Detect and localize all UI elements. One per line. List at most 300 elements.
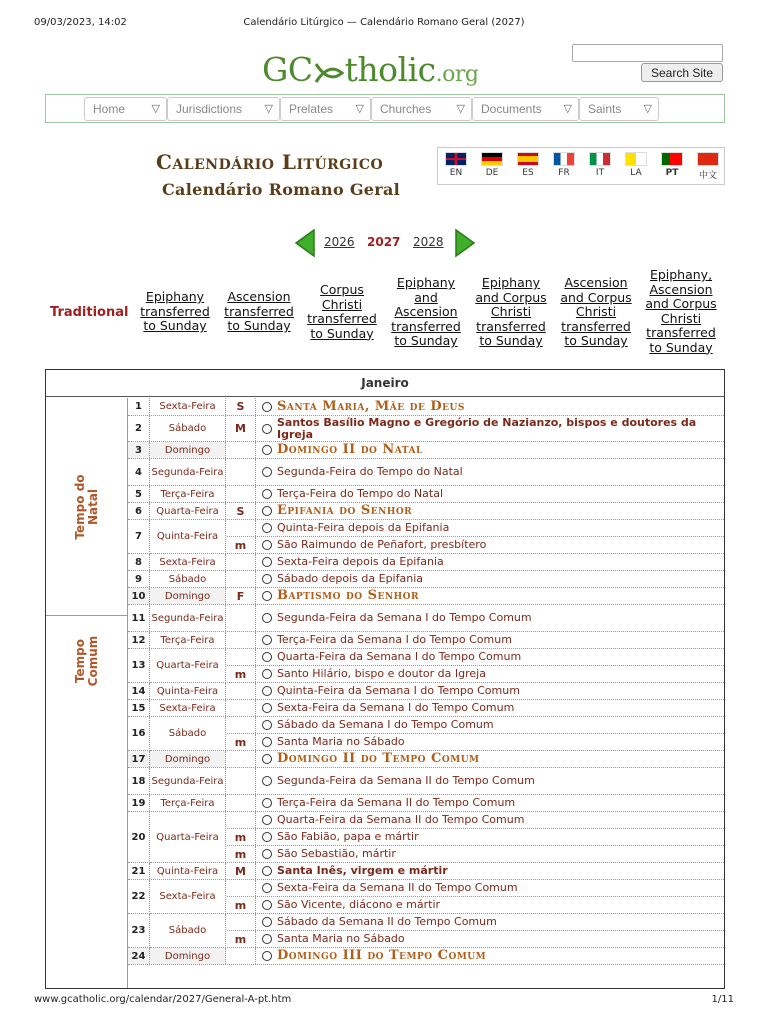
radio-circle-icon[interactable]	[262, 467, 272, 477]
celebration-rank: S	[226, 398, 256, 415]
celebration[interactable]	[256, 398, 724, 415]
celebration-rank	[226, 571, 256, 587]
variant-line: transferred	[224, 303, 294, 319]
nav-prelates[interactable]	[280, 97, 371, 121]
day-number: 23	[128, 914, 150, 948]
celebration[interactable]	[256, 768, 724, 794]
celebration-name: Segunda-Feira da Semana II do Tempo Comum	[277, 774, 535, 787]
celebration-rank	[226, 554, 256, 570]
celebration[interactable]	[256, 897, 724, 913]
lang-code: LA	[630, 168, 642, 178]
celebration-name: Epifania do Senhor	[277, 503, 413, 518]
print-title: Calendário Litúrgico — Calendário Romano Geral (2027)	[243, 17, 525, 28]
weekday: Segunda-Feira	[150, 605, 226, 631]
celebration-name: Santa Maria no Sábado	[277, 932, 405, 945]
celebration[interactable]	[256, 416, 724, 441]
day-number: 9	[128, 571, 150, 587]
celebration[interactable]	[256, 605, 724, 631]
lang-pt[interactable]	[657, 151, 687, 183]
logo-suffix: tholic	[344, 50, 436, 89]
lang-en[interactable]	[441, 151, 471, 183]
calendar-row	[128, 914, 724, 936]
nav-home[interactable]	[84, 97, 167, 121]
celebration-name: Baptismo do Senhor	[277, 588, 419, 603]
calendar-row	[128, 683, 724, 700]
weekday: Segunda-Feira	[150, 768, 226, 794]
radio-circle-icon[interactable]	[262, 832, 272, 842]
weekday: Domingo	[150, 588, 226, 604]
celebration[interactable]	[256, 751, 724, 767]
variant-line: transferred	[307, 311, 377, 326]
variant-corpus-sunday[interactable]	[303, 283, 381, 341]
radio-circle-icon[interactable]	[262, 815, 272, 825]
celebration-name: Segunda-Feira da Semana I do Tempo Comum	[277, 611, 532, 624]
celebration-name: Domingo II do Natal	[277, 442, 423, 457]
weekday: Quarta-Feira	[150, 649, 226, 683]
celebration-name: Quarta-Feira da Semana I do Tempo Comum	[277, 650, 522, 663]
radio-circle-icon[interactable]	[262, 424, 272, 434]
celebration[interactable]	[256, 700, 724, 716]
lang-code: ES	[522, 168, 534, 178]
italy-flag-icon	[589, 152, 611, 166]
celebration-name: Santa Maria, Mãe de Deus	[277, 398, 465, 414]
radio-circle-icon[interactable]	[262, 540, 272, 550]
print-datetime: 09/03/2023, 14:02	[34, 17, 127, 28]
variant-line: transferred	[561, 318, 631, 334]
page-title: Calendário Litúrgico	[156, 150, 384, 174]
search-input[interactable]	[572, 44, 723, 62]
nav-saints[interactable]	[579, 97, 659, 121]
variant-ascension-corpus-sunday[interactable]	[555, 276, 637, 349]
weekday: Quinta-Feira	[150, 520, 226, 554]
radio-circle-icon[interactable]	[262, 934, 272, 944]
day-number: 22	[128, 880, 150, 914]
variant-line: Christi	[490, 304, 532, 319]
celebration-rank	[226, 442, 256, 458]
variant-epiphany-sunday[interactable]	[136, 290, 214, 334]
celebration[interactable]	[256, 734, 724, 750]
celebration-rank: F	[226, 588, 256, 604]
nav-documents-label: Documents	[481, 102, 542, 116]
calendar-row	[128, 751, 724, 768]
celebration[interactable]	[256, 863, 724, 879]
nav-documents[interactable]	[472, 97, 579, 121]
celebration[interactable]	[256, 442, 724, 458]
calendar-row	[128, 649, 724, 671]
radio-circle-icon[interactable]	[262, 737, 272, 747]
celebration-rank	[226, 605, 256, 631]
day-number: 1	[128, 398, 150, 415]
variant-epiphany-ascension-sunday[interactable]	[387, 276, 465, 349]
radio-circle-icon[interactable]	[262, 445, 272, 455]
radio-circle-icon[interactable]	[262, 489, 272, 499]
radio-circle-icon[interactable]	[262, 776, 272, 786]
calendar-variants	[0, 268, 768, 358]
celebration-rank	[226, 795, 256, 811]
next-year-arrow-icon[interactable]	[454, 228, 476, 262]
celebration-rank	[226, 486, 256, 502]
celebration[interactable]	[256, 880, 724, 896]
variant-line: transferred	[646, 325, 716, 340]
celebration-rank	[226, 649, 256, 665]
germany-flag-icon	[481, 152, 503, 166]
celebration-rank	[226, 459, 256, 485]
calendar-table	[45, 369, 725, 989]
celebration[interactable]	[256, 931, 724, 947]
celebration-name: Sexta-Feira da Semana II do Tempo Comum	[277, 881, 518, 894]
variant-line: Ascension	[394, 304, 458, 319]
chevron-down-icon: ▽	[456, 103, 465, 115]
radio-circle-icon[interactable]	[262, 686, 272, 696]
day-number: 7	[128, 520, 150, 554]
radio-circle-icon[interactable]	[262, 720, 272, 730]
celebration[interactable]	[256, 554, 724, 570]
radio-circle-icon[interactable]	[262, 506, 272, 516]
celebration-name: Domingo III do Tempo Comum	[277, 948, 487, 963]
celebration-name: Santa Maria no Sábado	[277, 735, 405, 748]
weekday: Segunda-Feira	[150, 459, 226, 485]
calendar-row	[128, 700, 724, 717]
celebration[interactable]	[256, 649, 724, 665]
celebration[interactable]	[256, 914, 724, 930]
day-number: 2	[128, 416, 150, 441]
celebration-name: Quinta-Feira da Semana I do Tempo Comum	[277, 684, 520, 697]
portugal-flag-icon	[661, 152, 683, 166]
celebration-rank: S	[226, 503, 256, 519]
nav-home-label: Home	[93, 102, 126, 116]
radio-circle-icon[interactable]	[262, 669, 272, 679]
celebration[interactable]	[256, 588, 724, 604]
calendar-row	[128, 768, 724, 795]
variant-line: Christi	[575, 304, 617, 319]
calendar-row	[128, 863, 724, 880]
day-number: 19	[128, 795, 150, 811]
variant-line: Ascension	[649, 281, 713, 297]
celebration-name: Sábado depois da Epifania	[277, 572, 423, 585]
day-number: 11	[128, 605, 150, 631]
celebration-name: Santa Inês, virgem e mártir	[277, 864, 448, 877]
celebration-rank	[226, 632, 256, 648]
radio-circle-icon[interactable]	[262, 574, 272, 584]
variant-line: transferred	[140, 303, 210, 319]
variant-line: Ascension	[564, 275, 628, 290]
celebration-name: Sexta-Feira depois da Epifania	[277, 555, 444, 568]
celebration[interactable]	[256, 846, 724, 862]
celebration-rank	[226, 768, 256, 794]
celebration-name: Sexta-Feira da Semana I do Tempo Comum	[277, 701, 515, 714]
day-number: 4	[128, 459, 150, 485]
lang-la[interactable]	[621, 151, 651, 183]
celebration-name: Terça-Feira da Semana I do Tempo Comum	[277, 633, 512, 646]
celebration-rank	[226, 812, 256, 828]
print-footer	[0, 994, 768, 1006]
chevron-down-icon: ▽	[264, 103, 273, 115]
chevron-down-icon: ▽	[563, 103, 572, 115]
calendar-row	[128, 795, 724, 812]
france-flag-icon	[553, 152, 575, 166]
radio-circle-icon[interactable]	[262, 402, 272, 412]
day-number: 15	[128, 700, 150, 716]
ichthys-fish-icon	[314, 53, 344, 92]
celebration-name: Sábado da Semana II do Tempo Comum	[277, 915, 497, 928]
radio-circle-icon[interactable]	[262, 652, 272, 662]
weekday: Sábado	[150, 416, 226, 441]
radio-circle-icon[interactable]	[262, 798, 272, 808]
celebration[interactable]	[256, 948, 724, 964]
celebration-name: Terça-Feira da Semana II do Tempo Comum	[277, 796, 516, 809]
calendar-row	[128, 459, 724, 486]
nav-churches[interactable]	[371, 97, 472, 121]
lang-code: EN	[449, 168, 463, 178]
celebration-name: São Sebastião, mártir	[277, 847, 396, 860]
radio-circle-icon[interactable]	[262, 703, 272, 713]
variant-traditional: Traditional	[50, 305, 129, 320]
site-logo[interactable]	[262, 50, 478, 90]
celebration-rank	[226, 948, 256, 964]
celebration-rank: m	[226, 537, 256, 553]
nav-saints-label: Saints	[588, 102, 622, 116]
lang-es[interactable]	[513, 151, 543, 183]
china-flag-icon	[697, 152, 719, 166]
print-url: www.gcatholic.org/calendar/2027/General-A-pt.htm	[34, 994, 292, 1005]
vatican-flag-icon	[625, 152, 647, 166]
day-number: 17	[128, 751, 150, 767]
variant-line: and Corpus	[645, 296, 717, 311]
lang-fr[interactable]	[549, 151, 579, 183]
calendar-row	[128, 486, 724, 503]
radio-circle-icon[interactable]	[262, 523, 272, 533]
radio-circle-icon[interactable]	[262, 951, 272, 961]
celebration-name: Terça-Feira do Tempo do Natal	[277, 487, 444, 500]
season-label: Tempo do Natal	[72, 473, 100, 540]
day-number: 18	[128, 768, 150, 794]
variant-line: Epiphany	[481, 275, 541, 290]
radio-circle-icon[interactable]	[262, 635, 272, 645]
weekday: Domingo	[150, 751, 226, 767]
weekday: Sábado	[150, 571, 226, 587]
nav-jurisdictions-label: Jurisdictions	[176, 102, 243, 116]
celebration[interactable]	[256, 520, 724, 536]
celebration[interactable]	[256, 795, 724, 811]
season-christmas	[46, 398, 128, 616]
celebration-rank: m	[226, 897, 256, 913]
logo-prefix: GC	[262, 50, 313, 89]
celebration-rank: M	[226, 416, 256, 441]
variant-line: to Sunday	[649, 339, 713, 355]
celebration-rank: m	[226, 931, 256, 947]
month-header: Janeiro	[46, 370, 724, 397]
celebration-name: Segunda-Feira do Tempo do Natal	[277, 465, 463, 478]
celebration[interactable]	[256, 812, 724, 828]
main-nav	[45, 94, 725, 123]
season-label: Tempo Comum	[72, 635, 100, 687]
chevron-down-icon: ▽	[643, 103, 652, 115]
celebration-name: Sábado da Semana I do Tempo Comum	[277, 718, 494, 731]
variant-line: transferred	[476, 318, 546, 334]
calendar-row	[128, 588, 724, 605]
weekday: Sexta-Feira	[150, 398, 226, 415]
variant-epiphany-ascension-corpus-sunday[interactable]	[641, 268, 721, 355]
celebration-rank	[226, 751, 256, 767]
nav-prelates-label: Prelates	[289, 102, 334, 116]
page-subtitle: Calendário Romano Geral	[162, 180, 401, 199]
chevron-down-icon: ▽	[355, 103, 364, 115]
variant-line: and	[414, 289, 438, 305]
celebration-rank: M	[226, 863, 256, 879]
prev-year-link[interactable]: 2026	[324, 235, 355, 249]
variant-line: to Sunday	[479, 333, 543, 348]
nav-churches-label: Churches	[380, 102, 432, 116]
next-year-link[interactable]: 2028	[413, 235, 444, 249]
day-number: 10	[128, 588, 150, 604]
celebration-name: Santo Hilário, bispo e doutor da Igreja	[277, 667, 486, 680]
prev-year-arrow-icon[interactable]	[294, 228, 316, 262]
variant-line: Epiphany	[396, 275, 456, 290]
celebration-rank	[226, 520, 256, 536]
celebration[interactable]	[256, 717, 724, 733]
celebration-rank	[226, 683, 256, 699]
calendar-row	[128, 442, 724, 459]
celebration[interactable]	[256, 829, 724, 845]
weekday: Domingo	[150, 948, 226, 964]
day-number: 14	[128, 683, 150, 699]
print-header	[0, 17, 768, 29]
weekday: Quarta-Feira	[150, 812, 226, 863]
celebration[interactable]	[256, 537, 724, 553]
calendar-row	[128, 948, 724, 965]
lang-code: IT	[595, 168, 605, 178]
radio-circle-icon[interactable]	[262, 883, 272, 893]
celebration[interactable]	[256, 683, 724, 699]
celebration[interactable]	[256, 632, 724, 648]
weekday: Sexta-Feira	[150, 880, 226, 914]
celebration-rank: m	[226, 846, 256, 862]
celebration-rank: m	[226, 829, 256, 845]
weekday: Terça-Feira	[150, 795, 226, 811]
calendar-row	[128, 880, 724, 902]
weekday: Quarta-Feira	[150, 503, 226, 519]
variant-line: and Corpus	[475, 289, 547, 305]
day-number: 24	[128, 948, 150, 964]
calendar-row	[128, 632, 724, 649]
variant-line: Ascension	[227, 289, 291, 304]
variant-line: and Corpus	[560, 289, 632, 305]
variant-line: to Sunday	[227, 318, 291, 333]
variant-line: to Sunday	[564, 333, 628, 348]
celebration-name: Quinta-Feira depois da Epifania	[277, 521, 450, 534]
calendar-row	[128, 398, 724, 416]
day-number: 3	[128, 442, 150, 458]
variant-line: to Sunday	[394, 333, 458, 348]
lang-it[interactable]	[585, 151, 615, 183]
calendar-row	[128, 416, 724, 442]
celebration[interactable]	[256, 486, 724, 502]
calendar-row	[128, 520, 724, 542]
lang-code: 中文	[698, 171, 717, 181]
lang-code: FR	[558, 168, 570, 178]
day-number: 5	[128, 486, 150, 502]
variant-line: Epiphany	[145, 289, 205, 304]
celebration-name: São Vicente, diácono e mártir	[277, 898, 441, 911]
radio-circle-icon[interactable]	[262, 900, 272, 910]
variant-epiphany-corpus-sunday[interactable]	[471, 276, 551, 349]
celebration[interactable]	[256, 503, 724, 519]
uk-flag-icon	[445, 152, 467, 166]
radio-circle-icon[interactable]	[262, 866, 272, 876]
variant-line: Christi	[660, 310, 702, 326]
calendar-row	[128, 554, 724, 571]
lang-zh[interactable]	[693, 151, 723, 183]
weekday: Quinta-Feira	[150, 863, 226, 879]
chevron-down-icon: ▽	[151, 103, 160, 115]
day-number: 21	[128, 863, 150, 879]
celebration-rank	[226, 717, 256, 733]
celebration-name: Quarta-Feira da Semana II do Tempo Comum	[277, 813, 525, 826]
calendar-row	[128, 605, 724, 632]
variant-line: to Sunday	[143, 318, 207, 333]
celebration-name: São Fabião, papa e mártir	[277, 830, 419, 843]
weekday: Sábado	[150, 717, 226, 751]
calendar-row	[128, 503, 724, 520]
search-button[interactable]: Search Site	[641, 63, 723, 82]
variant-line: Epiphany,	[649, 267, 713, 282]
day-number: 13	[128, 649, 150, 683]
celebration-name: Santos Basílio Magno e Gregório de Nazianzo, bispos e doutores da Igreja	[277, 415, 697, 441]
calendar-row	[128, 571, 724, 588]
weekday: Sexta-Feira	[150, 554, 226, 570]
radio-circle-icon[interactable]	[262, 849, 272, 859]
celebration[interactable]	[256, 666, 724, 682]
lang-de[interactable]	[477, 151, 507, 183]
radio-circle-icon[interactable]	[262, 917, 272, 927]
celebration-rank: m	[226, 666, 256, 682]
weekday: Terça-Feira	[150, 632, 226, 648]
celebration-rank	[226, 700, 256, 716]
radio-circle-icon[interactable]	[262, 591, 272, 601]
day-number: 20	[128, 812, 150, 863]
season-ordinary	[46, 616, 128, 989]
radio-circle-icon[interactable]	[262, 557, 272, 567]
celebration-rank	[226, 914, 256, 930]
radio-circle-icon[interactable]	[262, 754, 272, 764]
day-number: 16	[128, 717, 150, 751]
weekday: Sexta-Feira	[150, 700, 226, 716]
variant-line: Christi	[321, 296, 363, 312]
celebration-name: São Raimundo de Peñafort, presbítero	[277, 538, 487, 551]
variant-line: Corpus	[320, 282, 364, 297]
lang-code: DE	[485, 168, 499, 178]
variant-line: to Sunday	[310, 325, 374, 341]
celebration[interactable]	[256, 459, 724, 485]
weekday: Domingo	[150, 442, 226, 458]
day-number: 6	[128, 503, 150, 519]
calendar-row	[128, 717, 724, 739]
language-selector	[437, 147, 725, 185]
weekday: Sábado	[150, 914, 226, 948]
radio-circle-icon[interactable]	[262, 613, 272, 623]
logo-tld: .org	[435, 62, 479, 87]
variant-ascension-sunday[interactable]	[220, 290, 298, 334]
celebration[interactable]	[256, 571, 724, 587]
print-page: 1/11	[711, 994, 734, 1005]
day-number: 8	[128, 554, 150, 570]
lang-code: PT	[665, 168, 679, 178]
nav-jurisdictions[interactable]	[167, 97, 280, 121]
day-number: 12	[128, 632, 150, 648]
celebration-rank: m	[226, 734, 256, 750]
celebration-rank	[226, 880, 256, 896]
current-year: 2027	[367, 235, 401, 249]
